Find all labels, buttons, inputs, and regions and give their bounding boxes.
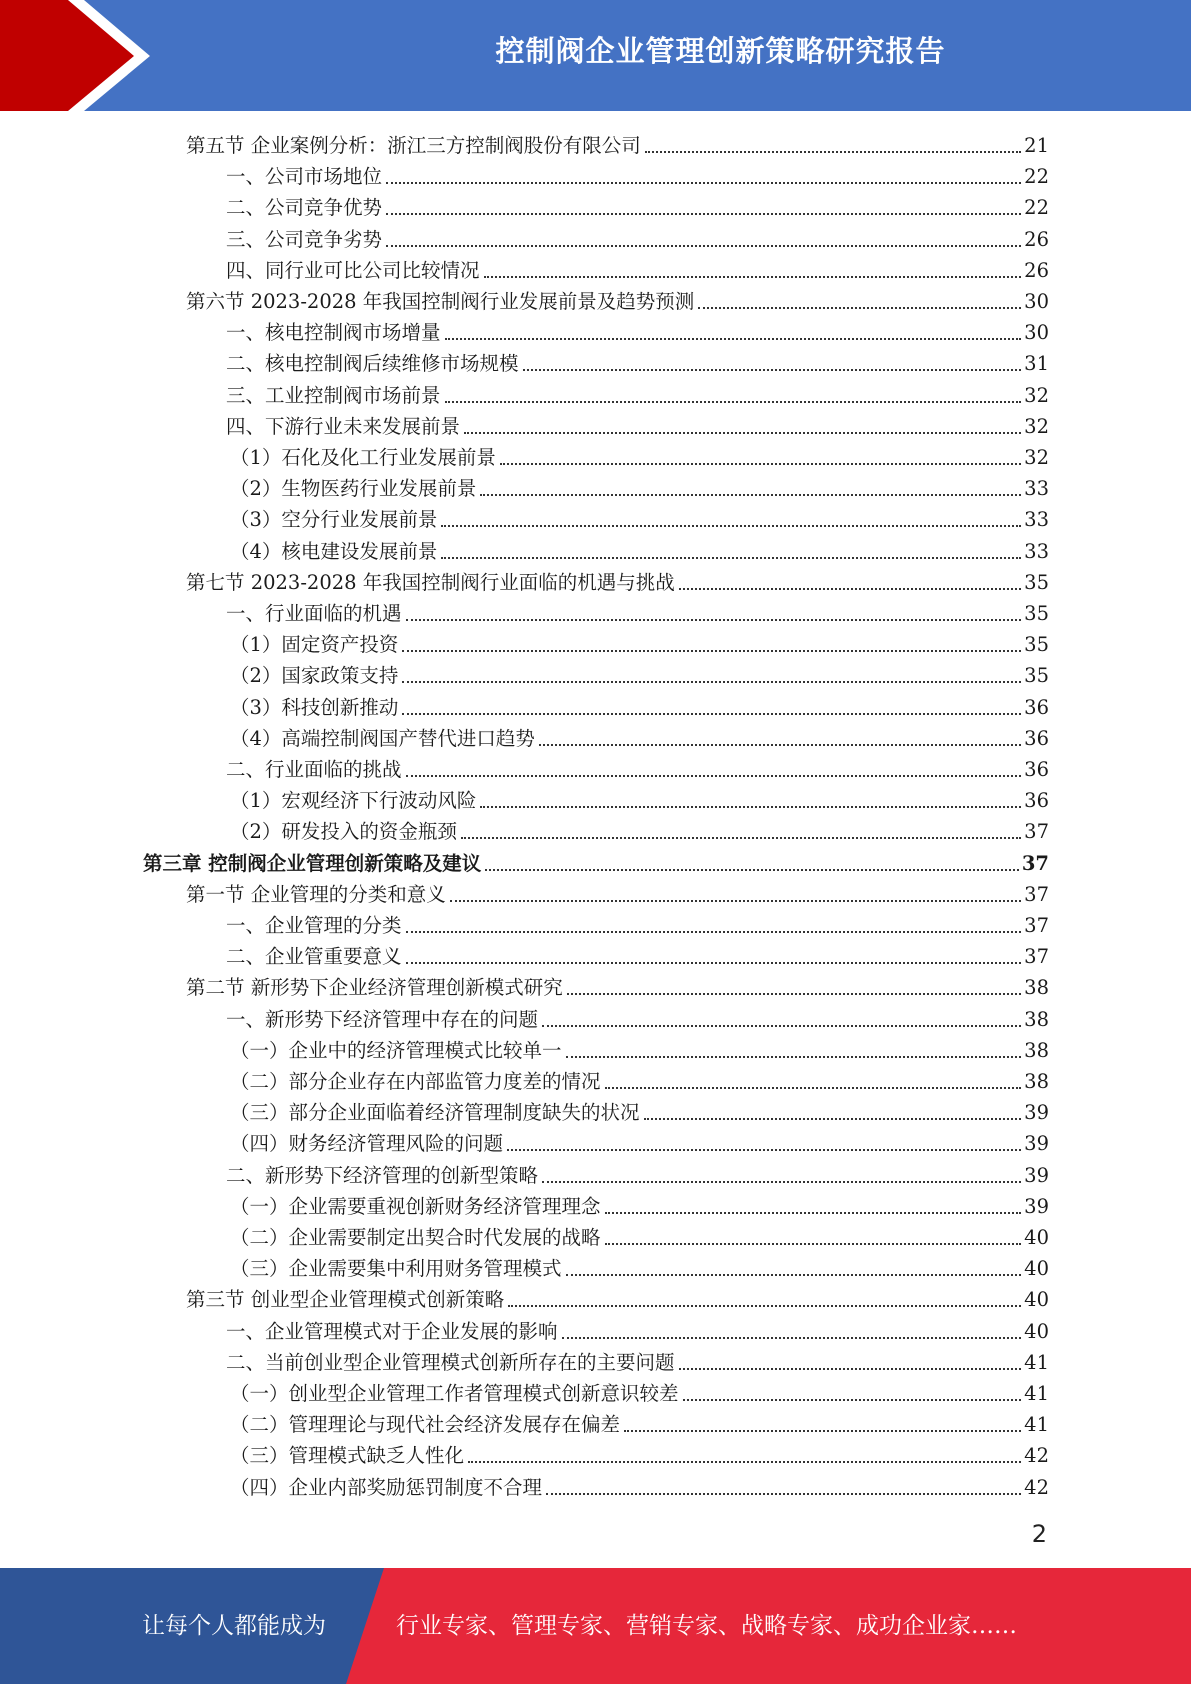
toc-entry-title: 二、核电控制阀后续维修市场规模 xyxy=(226,352,519,376)
toc-entry-page: 30 xyxy=(1024,321,1049,345)
toc-entry-title: （三）管理模式缺乏人性化 xyxy=(230,1444,465,1468)
toc-entry[interactable] xyxy=(230,1406,1049,1437)
toc-dot-leader xyxy=(500,463,1021,465)
toc-entry-page: 36 xyxy=(1024,789,1049,813)
toc-dot-leader xyxy=(484,276,1022,278)
toc-entry[interactable] xyxy=(226,751,1049,782)
toc-entry[interactable] xyxy=(226,377,1049,408)
toc-entry-title: 一、企业管理模式对于企业发展的影响 xyxy=(226,1319,558,1343)
toc-entry-title: 四、下游行业未来发展前景 xyxy=(226,414,461,438)
toc-dot-leader xyxy=(468,1461,1021,1463)
toc-entry-page: 39 xyxy=(1024,1163,1049,1187)
toc-entry-title: （2）生物医药行业发展前景 xyxy=(230,477,477,501)
toc-dot-leader xyxy=(386,182,1021,184)
toc-entry-title: 三、工业控制阀市场前景 xyxy=(226,383,441,407)
toc-entry-title: （1）固定资产投资 xyxy=(230,633,399,657)
toc-dot-leader xyxy=(542,1181,1021,1183)
toc-dot-leader xyxy=(450,900,1021,902)
toc-dot-leader xyxy=(402,650,1021,652)
toc-entry-title: 一、新形势下经济管理中存在的问题 xyxy=(226,1007,539,1031)
toc-entry-title: （二）企业需要制定出契合时代发展的战略 xyxy=(230,1226,601,1249)
toc-entry-title: 第一节 企业管理的分类和意义 xyxy=(186,882,446,906)
toc-entry[interactable] xyxy=(226,314,1049,345)
toc-entry[interactable] xyxy=(226,252,1049,283)
toc-entry[interactable] xyxy=(230,1032,1049,1063)
toc-entry-title: （一）创业型企业管理工作者管理模式创新意识较差 xyxy=(230,1382,679,1405)
toc-entry[interactable] xyxy=(230,782,1049,813)
toc-entry-title: 四、同行业可比公司比较情况 xyxy=(226,258,480,282)
toc-dot-leader xyxy=(562,1337,1022,1339)
toc-entry[interactable] xyxy=(230,1094,1049,1125)
toc-entry-page: 40 xyxy=(1024,1257,1049,1281)
toc-entry-page: 37 xyxy=(1021,851,1049,875)
toc-entry[interactable] xyxy=(230,533,1049,564)
toc-dot-leader xyxy=(445,338,1022,340)
toc-entry-page: 40 xyxy=(1024,1319,1049,1343)
toc-dot-leader xyxy=(546,1493,1021,1495)
toc-dot-leader xyxy=(542,1025,1021,1027)
toc-entry-title: （3）空分行业发展前景 xyxy=(230,508,438,532)
toc-entry-title: （二）部分企业存在内部监管力度差的情况 xyxy=(230,1070,601,1093)
toc-entry-page: 35 xyxy=(1024,602,1049,625)
toc-entry[interactable] xyxy=(230,1437,1049,1468)
toc-entry[interactable] xyxy=(226,189,1049,220)
toc-entry-title: （一）企业中的经济管理模式比较单一 xyxy=(230,1038,562,1062)
toc-dot-leader xyxy=(402,681,1021,683)
toc-entry[interactable] xyxy=(230,501,1049,532)
page-number: 2 xyxy=(1031,1520,1047,1548)
toc-entry-title: （4）高端控制阀国产替代进口趋势 xyxy=(230,726,535,750)
toc-entry-title: （2）国家政策支持 xyxy=(230,664,399,688)
toc-dot-leader xyxy=(441,557,1021,559)
toc-entry-title: 一、核电控制阀市场增量 xyxy=(226,321,441,345)
toc-entry-page: 37 xyxy=(1024,945,1049,969)
toc-entry-title: 三、公司竞争劣势 xyxy=(226,227,383,251)
toc-dot-leader xyxy=(461,837,1021,839)
toc-entry[interactable] xyxy=(230,813,1049,844)
toc-dot-leader xyxy=(698,307,1021,309)
toc-entry-title: （2）研发投入的资金瓶颈 xyxy=(230,820,457,844)
toc-entry[interactable] xyxy=(186,1281,1049,1312)
toc-entry-title: （一）企业需要重视创新财务经济管理理念 xyxy=(230,1194,601,1218)
toc-entry-page: 40 xyxy=(1024,1288,1049,1312)
toc-entry[interactable] xyxy=(230,1063,1049,1094)
toc-entry-page: 36 xyxy=(1024,758,1049,781)
toc-entry-page: 26 xyxy=(1024,227,1049,251)
toc-entry-title: （三）企业需要集中利用财务管理模式 xyxy=(230,1257,562,1281)
toc-entry-title: 二、当前创业型企业管理模式创新所存在的主要问题 xyxy=(226,1350,675,1374)
footer-bar xyxy=(0,1568,1191,1684)
toc-entry[interactable] xyxy=(230,657,1049,688)
toc-entry[interactable] xyxy=(230,1250,1049,1281)
toc-entry-page: 30 xyxy=(1024,290,1049,313)
toc-dot-leader xyxy=(605,1243,1022,1245)
toc-entry-title: （二）管理理论与现代社会经济发展存在偏差 xyxy=(230,1413,621,1437)
toc-entry[interactable] xyxy=(226,1157,1049,1188)
toc-entry-page: 35 xyxy=(1024,664,1049,688)
toc-entry-page: 41 xyxy=(1024,1382,1049,1405)
toc-entry-page: 22 xyxy=(1024,165,1049,189)
toc-entry[interactable] xyxy=(230,626,1049,657)
toc-entry-page: 39 xyxy=(1024,1194,1049,1218)
toc-entry[interactable] xyxy=(230,1188,1049,1219)
toc-dot-leader xyxy=(480,494,1021,496)
toc-entry-page: 26 xyxy=(1024,258,1049,282)
toc-entry-title: 第七节 2023-2028 年我国控制阀行业面临的机遇与挑战 xyxy=(186,570,675,594)
toc-entry[interactable] xyxy=(186,564,1049,595)
toc-entry-page: 35 xyxy=(1024,633,1049,657)
toc-dot-leader xyxy=(402,713,1021,715)
toc-entry-page: 37 xyxy=(1024,820,1049,844)
toc-entry-title: （三）部分企业面临着经济管理制度缺失的状况 xyxy=(230,1101,640,1125)
toc-entry-title: 一、企业管理的分类 xyxy=(226,914,402,937)
toc-dot-leader xyxy=(605,1087,1022,1089)
toc-entry[interactable] xyxy=(226,1344,1049,1375)
toc-dot-leader xyxy=(485,869,1019,871)
toc-entry-title: 一、公司市场地位 xyxy=(226,165,383,189)
toc-dot-leader xyxy=(679,588,1021,590)
toc-dot-leader xyxy=(464,432,1021,434)
toc-entry[interactable] xyxy=(226,938,1049,969)
footer-slogan-left: 让每个人都能成为 xyxy=(142,1613,326,1639)
toc-entry-title: 一、行业面临的机遇 xyxy=(226,602,402,625)
toc-entry-title: 二、公司竞争优势 xyxy=(226,196,383,220)
toc-entry[interactable] xyxy=(226,907,1049,938)
toc-entry[interactable] xyxy=(230,439,1049,470)
toc-entry-title: 第六节 2023-2028 年我国控制阀行业发展前景及趋势预测 xyxy=(186,290,695,313)
toc-entry-page: 41 xyxy=(1024,1350,1049,1374)
toc-entry-page: 42 xyxy=(1024,1475,1049,1499)
toc-entry-page: 32 xyxy=(1024,383,1049,407)
toc-dot-leader xyxy=(406,619,1022,621)
header-bar xyxy=(0,0,1191,111)
toc-entry-title: 第三节 创业型企业管理模式创新策略 xyxy=(186,1288,505,1312)
toc-entry[interactable] xyxy=(226,345,1049,376)
toc-entry-page: 36 xyxy=(1024,695,1049,719)
toc-entry[interactable] xyxy=(143,845,1049,876)
toc-entry[interactable] xyxy=(226,1313,1049,1344)
toc-dot-leader xyxy=(386,245,1021,247)
toc-entry-page: 33 xyxy=(1024,539,1049,563)
toc-entry[interactable] xyxy=(186,876,1049,907)
toc-entry-title: （1）宏观经济下行波动风险 xyxy=(230,789,477,813)
toc-entry-title: 二、企业管重要意义 xyxy=(226,945,402,969)
toc-entry-page: 33 xyxy=(1024,477,1049,501)
toc-dot-leader xyxy=(679,1368,1022,1370)
toc-dot-leader xyxy=(605,1212,1022,1214)
toc-entry-page: 38 xyxy=(1024,1007,1049,1031)
toc-entry[interactable] xyxy=(226,408,1049,439)
toc-entry-title: （1）石化及化工行业发展前景 xyxy=(230,446,496,469)
toc-entry[interactable] xyxy=(186,127,1049,158)
toc-entry[interactable] xyxy=(230,470,1049,501)
toc-entry[interactable] xyxy=(230,689,1049,720)
header-arrow-shape xyxy=(0,0,160,111)
toc-entry[interactable] xyxy=(230,720,1049,751)
toc-dot-leader xyxy=(386,213,1021,215)
toc-entry-page: 21 xyxy=(1024,134,1049,157)
toc-entry[interactable] xyxy=(186,969,1049,1000)
toc-entry-title: 第五节 企业案例分析：浙江三方控制阀股份有限公司 xyxy=(186,134,641,157)
toc-entry-title: （四）企业内部奖励惩罚制度不合理 xyxy=(230,1475,543,1499)
toc-entry-page: 32 xyxy=(1024,446,1049,469)
toc-entry[interactable] xyxy=(226,221,1049,252)
toc-entry-page: 41 xyxy=(1024,1413,1049,1437)
toc-entry-title: （4）核电建设发展前景 xyxy=(230,539,438,563)
toc-entry-page: 35 xyxy=(1024,570,1049,594)
toc-entry-title: 二、行业面临的挑战 xyxy=(226,758,402,781)
toc-entry[interactable] xyxy=(226,158,1049,189)
toc-dot-leader xyxy=(566,1274,1022,1276)
toc-dot-leader xyxy=(567,993,1021,995)
toc-dot-leader xyxy=(508,1305,1021,1307)
toc-entry[interactable] xyxy=(230,1219,1049,1250)
toc-entry-page: 38 xyxy=(1024,1038,1049,1062)
toc-dot-leader xyxy=(445,401,1022,403)
toc-entry[interactable] xyxy=(226,1001,1049,1032)
toc-entry-page: 37 xyxy=(1024,882,1049,906)
toc-entry-page: 42 xyxy=(1024,1444,1049,1468)
toc-entry-page: 31 xyxy=(1024,352,1049,376)
toc-entry[interactable] xyxy=(226,595,1049,626)
toc-entry[interactable] xyxy=(186,283,1049,314)
toc-dot-leader xyxy=(566,1056,1022,1058)
toc-entry[interactable] xyxy=(230,1125,1049,1156)
toc-entry-page: 36 xyxy=(1024,726,1049,750)
toc-entry-page: 32 xyxy=(1024,414,1049,438)
toc-dot-leader xyxy=(406,931,1022,933)
toc-dot-leader xyxy=(406,775,1022,777)
footer-slogan-right: 行业专家、管理专家、营销专家、战略专家、成功企业家…… xyxy=(396,1613,1017,1639)
toc-entry-title: （四）财务经济管理风险的问题 xyxy=(230,1132,504,1156)
toc-dot-leader xyxy=(507,1149,1021,1151)
toc-entry-title: 第二节 新形势下企业经济管理创新模式研究 xyxy=(186,976,563,1000)
toc-dot-leader xyxy=(480,806,1021,808)
report-title: 控制阀企业管理创新策略研究报告 xyxy=(495,34,946,68)
toc-entry[interactable] xyxy=(230,1469,1049,1500)
toc-entry-title: 第三章 控制阀企业管理创新策略及建议 xyxy=(143,851,482,875)
toc-dot-leader xyxy=(644,1118,1022,1120)
toc-entry[interactable] xyxy=(230,1375,1049,1406)
toc-dot-leader xyxy=(683,1399,1022,1401)
toc-entry-title: 二、新形势下经济管理的创新型策略 xyxy=(226,1163,539,1187)
toc-dot-leader xyxy=(645,151,1021,153)
toc-entry-page: 33 xyxy=(1024,508,1049,532)
toc-dot-leader xyxy=(523,369,1022,371)
toc-entry-page: 38 xyxy=(1024,976,1049,1000)
toc-entry-page: 39 xyxy=(1024,1101,1049,1125)
toc-entry-page: 39 xyxy=(1024,1132,1049,1156)
toc-dot-leader xyxy=(406,962,1022,964)
toc-dot-leader xyxy=(539,744,1021,746)
toc-entry-page: 40 xyxy=(1024,1226,1049,1249)
toc-dot-leader xyxy=(624,1430,1021,1432)
toc-entry-page: 37 xyxy=(1024,914,1049,937)
toc-entry-page: 38 xyxy=(1024,1070,1049,1093)
toc-dot-leader xyxy=(441,525,1021,527)
toc-entry-title: （3）科技创新推动 xyxy=(230,695,399,719)
toc-entry-page: 22 xyxy=(1024,196,1049,220)
